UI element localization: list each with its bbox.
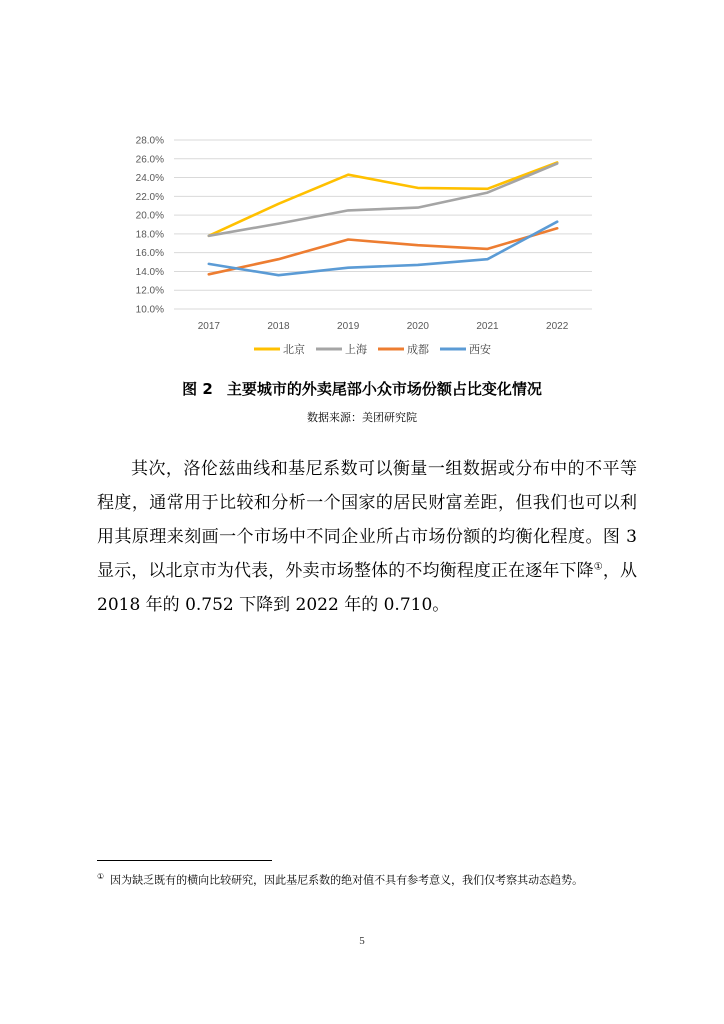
legend-label: 北京 [283, 343, 305, 356]
y-tick-label: 28.0% [135, 135, 164, 147]
body-paragraph [97, 452, 637, 622]
figure-title: 主要城市的外卖尾部小众市场份额占比变化情况 [226, 380, 542, 398]
legend-label: 成都 [407, 343, 429, 356]
x-tick-label: 2018 [267, 321, 290, 332]
gridlines [174, 140, 592, 309]
figure-source: 数据来源：美团研究院 [307, 411, 417, 424]
legend-label: 上海 [345, 343, 367, 356]
figure-number: 图 2 [182, 380, 213, 398]
x-axis-ticks [198, 321, 569, 332]
y-tick-label: 10.0% [135, 304, 164, 316]
x-tick-label: 2019 [337, 321, 360, 332]
y-tick-label: 22.0% [135, 191, 164, 203]
y-tick-label: 16.0% [135, 248, 164, 260]
footnote-text: 因为缺乏既有的横向比较研究，因此基尼系数的绝对值不具有参考意义，我们仅考察其动态趋势。 [110, 873, 584, 887]
line-chart [96, 125, 616, 365]
y-tick-label: 24.0% [135, 173, 164, 185]
x-tick-label: 2022 [546, 321, 569, 332]
series-line-北京 [209, 163, 557, 236]
y-tick-label: 20.0% [135, 210, 164, 222]
x-tick-label: 2021 [476, 321, 499, 332]
page-number: 5 [359, 935, 365, 947]
y-axis-ticks [136, 136, 164, 316]
x-tick-label: 2020 [406, 321, 429, 332]
paragraph-tail: ，从 2018 年的 0.752 下降到 2022 年的 0.710。 [97, 561, 638, 615]
paragraph-main: 其次，洛伦兹曲线和基尼系数可以衡量一组数据或分布中的不平等程度，通常用于比较和分析一个国家的居民财富差距，但我们也可以利用其原理来刻画一个市场中不同企业所占市场份额的均衡化程度。图 3 显示，以北京市为代表，外卖市场整体的不均衡程度正在逐年下降 [97, 459, 637, 581]
footnote [97, 868, 639, 890]
legend-label: 西安 [469, 343, 491, 356]
y-tick-label: 18.0% [135, 229, 164, 241]
figure-caption [0, 378, 724, 399]
series-lines [209, 163, 557, 276]
footnote-mark: ① [97, 872, 105, 881]
footnote-reference[interactable]: ① [593, 561, 603, 573]
series-line-西安 [209, 222, 557, 276]
legend [254, 342, 491, 356]
y-tick-label: 14.0% [135, 266, 164, 278]
y-tick-label: 12.0% [135, 285, 164, 297]
y-tick-label: 26.0% [135, 154, 164, 166]
x-tick-label: 2017 [197, 321, 220, 332]
series-line-上海 [209, 164, 557, 236]
footnote-divider [97, 860, 272, 861]
